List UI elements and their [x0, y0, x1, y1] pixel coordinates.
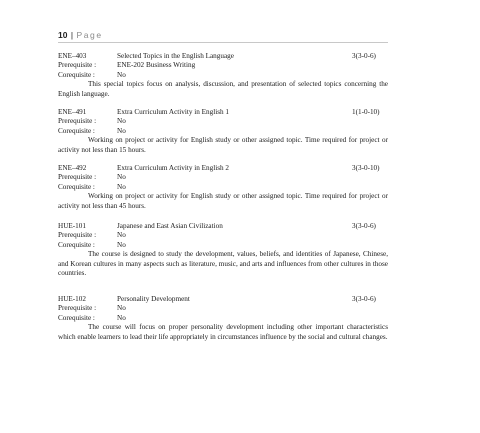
corequisite-value: No — [117, 182, 126, 191]
course-description: Working on project or activity for English study or other assigned topic. Time required for project or activity not less than 15 hours. — [58, 136, 388, 154]
page-separator: | — [70, 30, 74, 40]
prerequisite-value: ENE-202 Business Writing — [117, 61, 196, 70]
corequisite-value: No — [117, 240, 126, 249]
corequisite-label: Corequisite : — [58, 182, 95, 191]
course-heading — [58, 164, 388, 173]
prerequisite-label: Prerequisite : — [58, 61, 97, 70]
corequisite-row — [58, 127, 388, 136]
corequisite-label: Corequisite : — [58, 70, 95, 79]
course-credits: 1(1-0-10) — [352, 108, 380, 116]
prerequisite-label: Prerequisite : — [58, 173, 97, 182]
course-code: HUE-102 — [58, 295, 86, 303]
course-title: Extra Curriculum Activity in English 2 — [117, 164, 229, 172]
page-header — [58, 30, 388, 40]
prerequisite-row — [58, 173, 388, 182]
course-block — [58, 52, 388, 99]
corequisite-label: Corequisite : — [58, 240, 95, 249]
prerequisite-value: No — [117, 304, 126, 313]
course-credits: 3(3-0-6) — [352, 52, 376, 60]
course-title: Selected Topics in the English Language — [117, 52, 234, 60]
course-heading — [58, 295, 388, 304]
corequisite-row — [58, 71, 388, 80]
course-block — [58, 108, 388, 155]
corequisite-value: No — [117, 70, 126, 79]
course-description: The course will focus on proper personality development including other important characteristics which enable learners to lead their life appropriately in circumstances influence by the social and cultural changes. — [58, 323, 388, 341]
course-code: ENE–492 — [58, 164, 87, 172]
course-title: Extra Curriculum Activity in English 1 — [117, 108, 229, 116]
course-heading — [58, 52, 388, 61]
prerequisite-value: No — [117, 117, 126, 126]
course-heading — [58, 108, 388, 117]
course-title: Japanese and East Asian Civilization — [117, 222, 223, 230]
prerequisite-row — [58, 231, 388, 240]
course-credits: 3(3-0-6) — [352, 295, 376, 303]
prerequisite-row — [58, 304, 388, 313]
course-code: ENE–491 — [58, 108, 87, 116]
prerequisite-label: Prerequisite : — [58, 304, 97, 313]
corequisite-row — [58, 183, 388, 192]
course-description: The course is designed to study the development, values, beliefs, and identities of Japanese, Chinese, and Korean cultures in many aspects such as literature, music, and arts and influences from other cultures in those countries. — [58, 250, 388, 277]
course-title: Personality Development — [117, 295, 190, 303]
course-block — [58, 164, 388, 211]
corequisite-label: Corequisite : — [58, 313, 95, 322]
corequisite-row — [58, 314, 388, 323]
course-credits: 3(3-0-6) — [352, 222, 376, 230]
course-code: HUE-101 — [58, 222, 86, 230]
corequisite-value: No — [117, 313, 126, 322]
corequisite-label: Corequisite : — [58, 126, 95, 135]
course-block — [58, 222, 388, 278]
page-word: Page — [76, 30, 103, 40]
prerequisite-label: Prerequisite : — [58, 117, 97, 126]
prerequisite-value: No — [117, 231, 126, 240]
page-number: 10 — [58, 30, 68, 40]
prerequisite-label: Prerequisite : — [58, 231, 97, 240]
header-rule — [58, 42, 388, 43]
course-description: Working on project or activity for English study or other assigned topic. Time required for project or activity not less than 45 hours. — [58, 192, 388, 210]
corequisite-value: No — [117, 126, 126, 135]
course-heading — [58, 222, 388, 231]
prerequisite-row — [58, 117, 388, 126]
course-credits: 3(3-0-10) — [352, 164, 380, 172]
course-description: This special topics focus on analysis, discussion, and presentation of selected topics concerning the English language. — [58, 80, 388, 98]
course-block — [58, 295, 388, 342]
course-code: ENE–403 — [58, 52, 87, 60]
corequisite-row — [58, 241, 388, 250]
prerequisite-row — [58, 61, 388, 70]
prerequisite-value: No — [117, 173, 126, 182]
